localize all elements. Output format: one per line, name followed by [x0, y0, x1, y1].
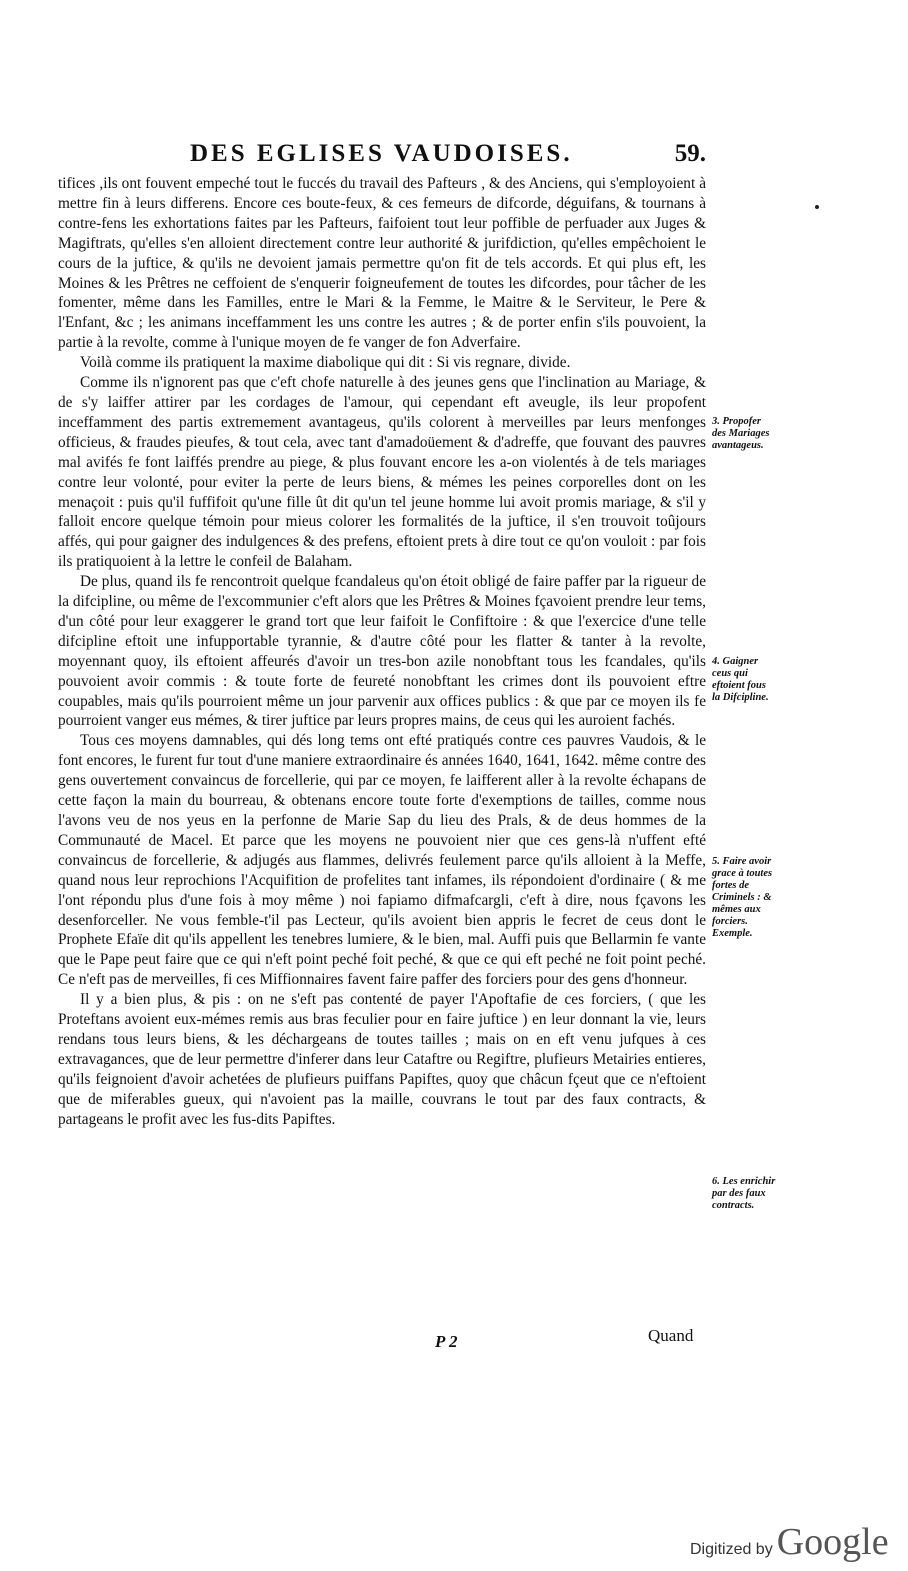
running-title: DES EGLISES VAUDOISES.	[190, 140, 573, 167]
stamp-prefix: Digitized by	[690, 1541, 773, 1558]
ink-spot	[815, 205, 819, 209]
paragraph: De plus, quand ils fe rencontroit quelque fcandaleus qu'on étoit obligé de faire paffer par la rigueur de la difcipline, ou même de l'excommunier c'eft alors que les Prêtres & Moines fçavoient prendre leur tems, d'un côté pour leur exaggerer le grand tort que leur faifoit le Confiftoire : & que l'exercice d'une telle difcipline eftoit une infupportable tyrannie, & d'autre côté pour les flatter & tanter à la revolte, moyennant quoy, ils eftoient affeurés d'avoir un tres-bon azile nonobftant tous les fcandales, qu'ils pouvoient avoir commis : & toute forte de feureté nonobftant les crimes dont ils pouvoient eftre coupables, mais qu'ils pourroient même un jour parvenir aux offices publics : & que par ce moyen ils fe pourroient vanger eus mémes, & tirer juftice par leurs propres mains, de ceus qui les auroient fachés.	[58, 573, 706, 730]
margin-note: 4. Gaigner ceus qui eftoient fous la Difcipline.	[712, 656, 769, 703]
google-logo: Google	[776, 1521, 889, 1563]
running-header	[90, 140, 710, 172]
digitized-stamp	[690, 1520, 889, 1564]
paragraph: Tous ces moyens damnables, qui dés long tems ont efté pratiqués contre ces pauvres Vaudois, & le font encores, le furent fur tout d'une maniere extraordinaire és années 1640, 1641, 1642. même contre des gens ouvertement convaincus de forcellerie, qui par ce moyen, fe laifferent aller à la revolte échapans de cette façon la main du bourreau, & obtenans encore toute forte d'exemptions de tailles, comme nous l'avons veu de nos yeus en la perfonne de Marie Sap du lieu des Prals, & de deus hommes de la Communauté de Macel. Et parce que les moyens ne pouvoient nier que ces gens-là n'uffent efté convaincus de forcellerie, & adjugés aus flammes, delivrés feulement parce qu'ils alloient à la Meffe, quand nous leur reprochions l'Acquifition de profelites tant infames, ils répondoient d'ordinaire ( & me l'ont répondu plus d'une fois à moy même ) noi fapiamo difmafcargli, c'eft à dire, nous fçavons les desenforceller. Ne vous femble-t'il pas Lecteur, qu'ils avoient bien appris le fecret de ceus dont le Prophete Efaïe dit qu'ils appellent les tenebres lumiere, & le bien, mal. Auffi puis que Bellarmin fe vante que le Pape peut faire que ce qui n'eft point peché foit peché, & que ce qui eft peché ne foit point peché. Ce n'eft pas de merveilles, fi ces Miffionnaires favent faire paffer des forciers pour des gens d'honneur.	[58, 732, 706, 989]
page-number: 59.	[674, 140, 706, 167]
paragraph: tifices ,ils ont fouvent empeché tout le fuccés du travail des Pafteurs , & des Anciens, qui s'employoient à mettre fin à leurs differens. Encore ces boute-feux, & ces femeurs de difcorde, déguifans, & tournans à contre-fens les exhortations faites par les Pafteurs, faifoient tout leur poffible de perfuader aux Juges & Magiftrats, qu'elles s'en alloient directement contre leur authorité & jurifdiction, qu'elles empêchoient le cours de la juftice, & qu'ils ne devoient jamais permettre qu'on fit de tels accords. Et qui plus eft, les Moines & les Prêtres ne ceffoient de s'enquerir foigneufement de toutes les difcordes, pour tâcher de les fomenter, même dans les Familles, entre le Mari & la Femme, le Maitre & le Serviteur, le Pere & l'Enfant, &c ; les animans inceffamment les uns contre les autres ; & de porter enfin s'ils pouvoient, la partie à la revolte, comme à l'unique moyen de fe vanger de fon Adverfaire.	[58, 175, 706, 352]
paragraph: Il y a bien plus, & pis : on ne s'eft pas contenté de payer l'Apoftafie de ces forciers, ( que les Proteftans avoient eux-mémes remis aus bras feculier pour en faire juftice ) en leur donnant la vie, leurs rendans tous leurs biens, & les déchargeans de toutes tailles ; mais on en eft venu jufques à ces extravagances, que de leur permettre d'inferer dans leur Cataftre ou Regiftre, plufieurs Metairies entieres, qu'ils feignoient d'avoir achetées de plufieurs puiffans Papiftes, quoy que châcun fçeut que ce n'eftoient que de miferables gueux, qui n'avoient pas la maille, couvrans le tout par des faux contracts, & partageans le profit avec les fus-dits Papiftes.	[58, 991, 706, 1128]
margin-note: 5. Faire avoir grace à toutes fortes de Criminels : & mêmes aux forciers. Exemple.	[712, 856, 773, 939]
margin-note: 3. Propofer des Mariages avantageus.	[712, 416, 770, 451]
paragraph: Voilà comme ils pratiquent la maxime diabolique qui dit : Si vis regnare, divide.	[80, 354, 571, 372]
body-text	[58, 174, 706, 1130]
signature-mark: P 2	[435, 1332, 458, 1351]
margin-note: 6. Les enrichir par des faux contracts.	[712, 1176, 776, 1211]
paragraph: Comme ils n'ignorent pas que c'eft chofe naturelle à des jeunes gens que l'inclination au Mariage, & de s'y laiffer attirer par les cordages de l'amour, qui cependant eft aveugle, ils leur propofent inceffamment des partis extremement avantageus, qu'ils colorent à merveilles par leurs menfonges officieus, & fraudes pieufes, & tout cela, avec tant d'amadoüement & d'adreffe, que fouvant des pauvres mal avifés fe font laiffés prendre au piege, & plus fouvant encore les a-on violentés à de tels mariages contre leur volonté, pour eviter la perte de leurs biens, & mémes les peines corporelles dont on les menaçoit : puis qu'il fuffifoit qu'une fille ût dit qu'un tel jeune homme lui avoit promis mariage, & s'il y falloit encore quelque témoin pour mieus colorer les formalités de la juftice, il s'en trouvoit toûjours affés, qui pour gaigner des indulgences & des prefens, eftoient prets à dire tout ce qu'on vouloit : par fois ils pratiquoient à la lettre le confeil de Balaham.	[58, 374, 706, 571]
catchword: Quand	[648, 1326, 694, 1345]
